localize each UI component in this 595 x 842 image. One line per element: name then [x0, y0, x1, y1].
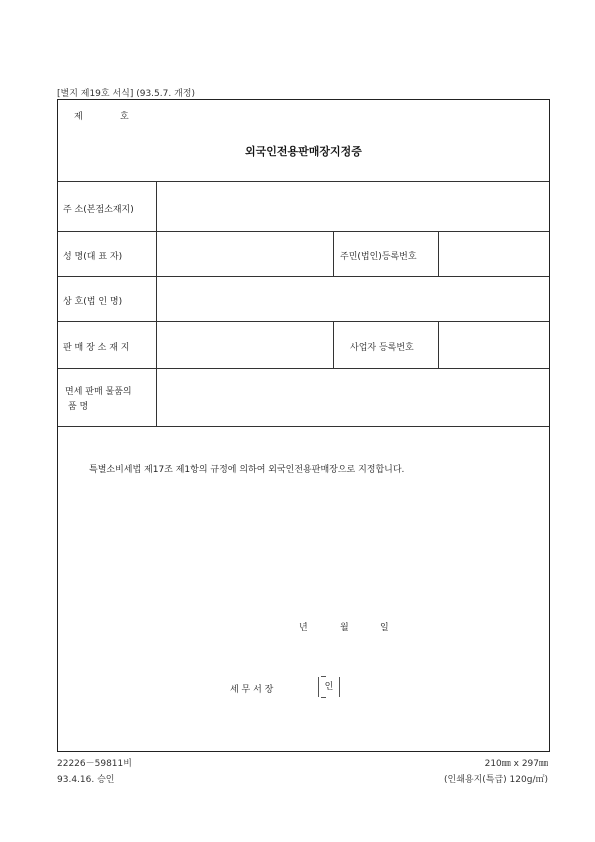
- number-label: 제: [74, 112, 83, 122]
- address-field[interactable]: [157, 182, 549, 231]
- form-number-label: [별지 제19호 서식] (93.5.7. 개정): [57, 89, 195, 99]
- certificate-form: [57, 99, 550, 752]
- form-code: 22226－59811비: [57, 759, 132, 769]
- seal-mark: 인: [318, 677, 340, 697]
- resident-number-label: 주민(법인)등록번호: [340, 252, 417, 262]
- resident-number-field[interactable]: [439, 232, 549, 276]
- paper-spec: (인쇄용지(특급) 120g/㎡): [444, 775, 548, 785]
- items-label-line2: 품 명: [68, 402, 89, 412]
- column-divider: [333, 321, 334, 368]
- items-field[interactable]: [157, 369, 549, 426]
- date-month: 월: [340, 623, 349, 633]
- items-label-line1: 면세 판매 물품의: [65, 387, 132, 397]
- date-year: 년: [299, 623, 308, 633]
- column-divider: [333, 231, 334, 276]
- approval-date: 93.4.16. 승인: [57, 775, 115, 785]
- certificate-title: 외국인전용판매장지정증: [245, 145, 362, 158]
- paper-size: 210㎜ x 297㎜: [484, 759, 548, 769]
- date-day: 일: [380, 623, 389, 633]
- store-location-field[interactable]: [157, 322, 333, 368]
- number-suffix: 호: [120, 112, 129, 122]
- tax-office-head: 세 무 서 장: [230, 685, 274, 695]
- divider: [58, 426, 549, 427]
- store-location-label: 판 매 장 소 재 지: [63, 343, 130, 353]
- company-name-label: 상 호(법 인 명): [63, 297, 123, 307]
- business-number-field[interactable]: [439, 322, 549, 368]
- company-name-field[interactable]: [157, 277, 549, 321]
- representative-label: 성 명(대 표 자): [63, 252, 123, 262]
- designation-statement: 특별소비세법 제17조 제1항의 규정에 의하여 외국인전용판매장으로 지정합니다.: [89, 465, 405, 475]
- business-number-label: 사업자 등록번호: [350, 343, 414, 353]
- address-label: 주 소(본점소재지): [63, 205, 134, 215]
- representative-field[interactable]: [157, 232, 333, 276]
